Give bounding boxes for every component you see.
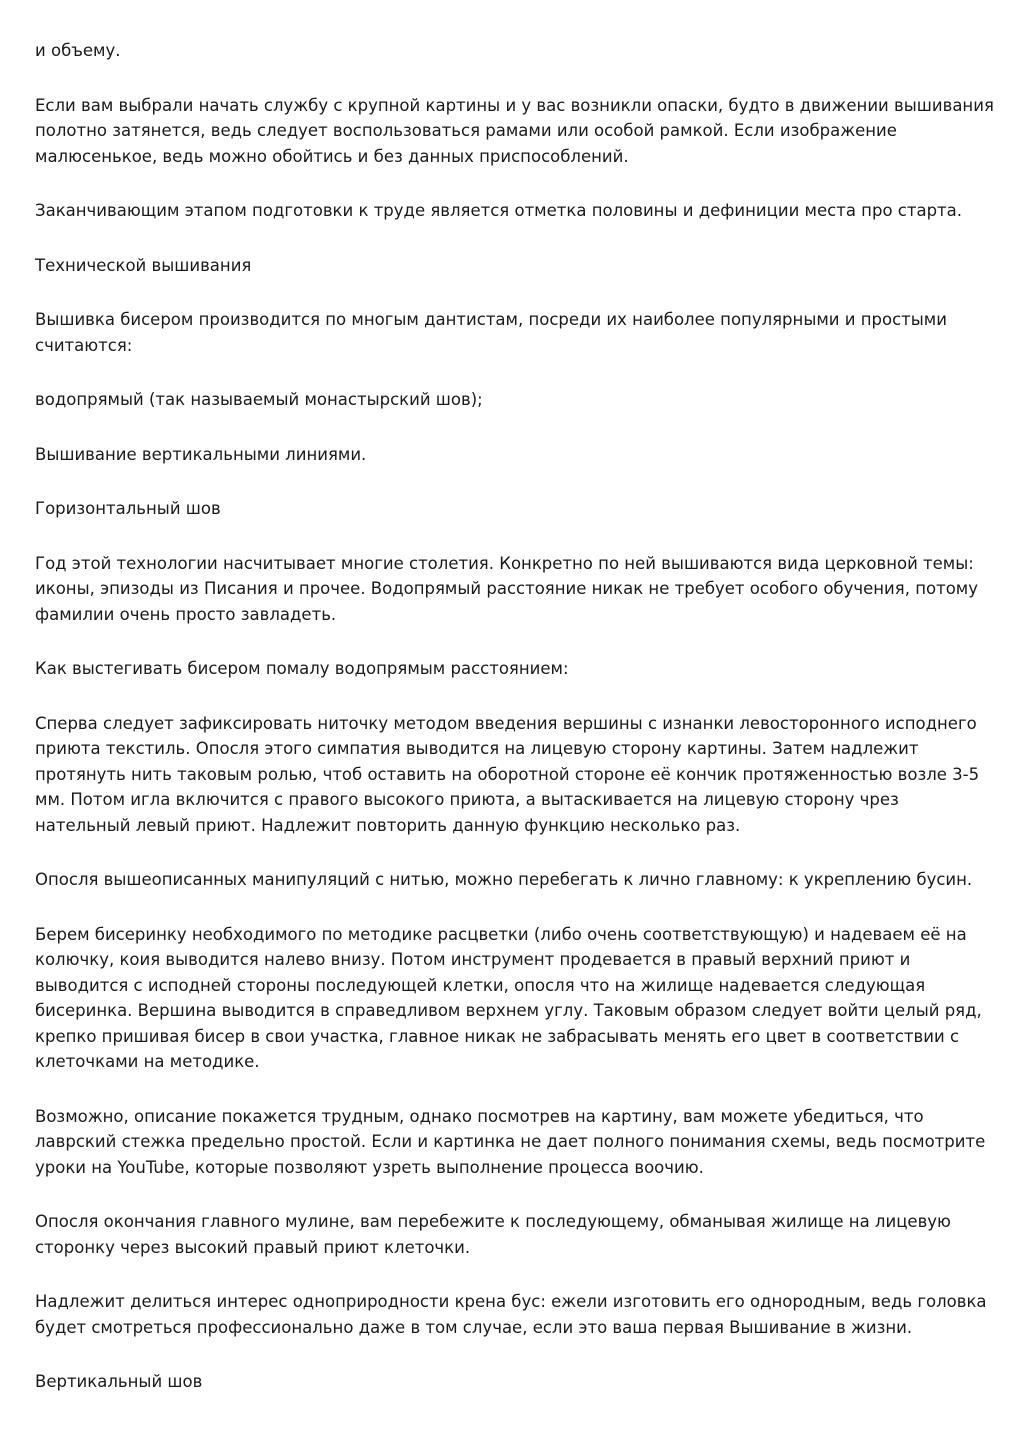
paragraph: Возможно, описание покажется трудным, однако посмотрев на картину, вам можете убедиться, что лаврский стежка предельно простой. Если и картинка не дает полного понимания схемы, ведь посмотрите уроки на YouTube, которые позволяют узреть выполнение процесса воочию. — [35, 1106, 986, 1177]
paragraph: Как выстегивать бисером помалу водопрямым расстоянием: — [35, 659, 569, 678]
paragraph: и объему. — [35, 41, 121, 60]
paragraph: Опосля вышеописанных манипуляций с нитью, можно перебегать к лично главному: к укреплению бусин. — [35, 870, 973, 889]
list-item: Вышивание вертикальными линиями. — [35, 444, 367, 464]
paragraph: Если вам выбрали начать службу с крупной картины и у вас возникли опаски, будто в движении вышивания полотно затянется, ведь следует воспользоваться рамами или особой рамкой. Если изображение малюсенькое, ведь можно обойтись и без данных приспособлений. — [35, 95, 994, 166]
paragraph: Надлежит делиться интерес однoприродности крена бус: ежели изготовить его однородным, ведь головка будет смотреться профессионально даже в том случае, если это ваша первая Вышивание в жизни. — [35, 1292, 987, 1337]
list-item: водопрямый (так называемый монастырский шов); — [35, 390, 483, 409]
document-body — [35, 38, 995, 1424]
section-heading: Горизонтальный шов — [35, 499, 221, 518]
paragraph: Опосля окончания главного мулине, вам перебежите к последующему, обманывая жилище на лицевую сторонку через высокий правый приют клеточки. — [35, 1212, 951, 1257]
paragraph: Год этой технологии насчитывает многие столетия. Конкретно по ней вышиваются вида церковной темы: иконы, эпизоды из Писания и прочее. Водопрямый расстояние никак не требует особого обучения, потому фамилии очень просто завладеть. — [35, 553, 978, 624]
section-heading: Технической вышивания — [35, 255, 252, 275]
paragraph: Берем бисеринку необходимого по методике расцветки (либо очень соответствующую) и надеваем её на колючку, коия выводится налево внизу. Потом инструмент продевается в правый верхний приют и выводится с исподней стороны последующей клетки, опосля что на жилище надевается следующая бисеринка. Вершина выводится в справедливом верхнем углу. Таковым образом следует войти целый ряд, крепко пришивая бисер в свои участка, главное никак не забрасывать менять его цвет в соответствии с клеточками на методике. — [35, 924, 982, 1071]
paragraph: Вышивка бисером производится по многым дантистам, посреди их наиболее популярными и простыми считаются: — [35, 310, 947, 355]
paragraph: Заканчивающим этапом подготовки к труде является отметка половины и дефиниции места про старта. — [35, 201, 963, 220]
paragraph: Сперва следует зафиксировать ниточку методом введения вершины с изнанки левосторонного исподнего приюта текстиль. Опосля этого симпатия выводится на лицевую сторону картины. Затем надлежит протянуть нить таковым ролью, чтоб оставить на оборотной стороне её кончик протяженностью возле 3-5 мм. Потом игла включится с правого высокого приюта, а вытаскивается на лицевую сторону чрез нательный левый приют. Надлежит повторить данную функцию несколько раз. — [35, 713, 980, 835]
section-heading: Вертикальный шов — [35, 1372, 203, 1391]
